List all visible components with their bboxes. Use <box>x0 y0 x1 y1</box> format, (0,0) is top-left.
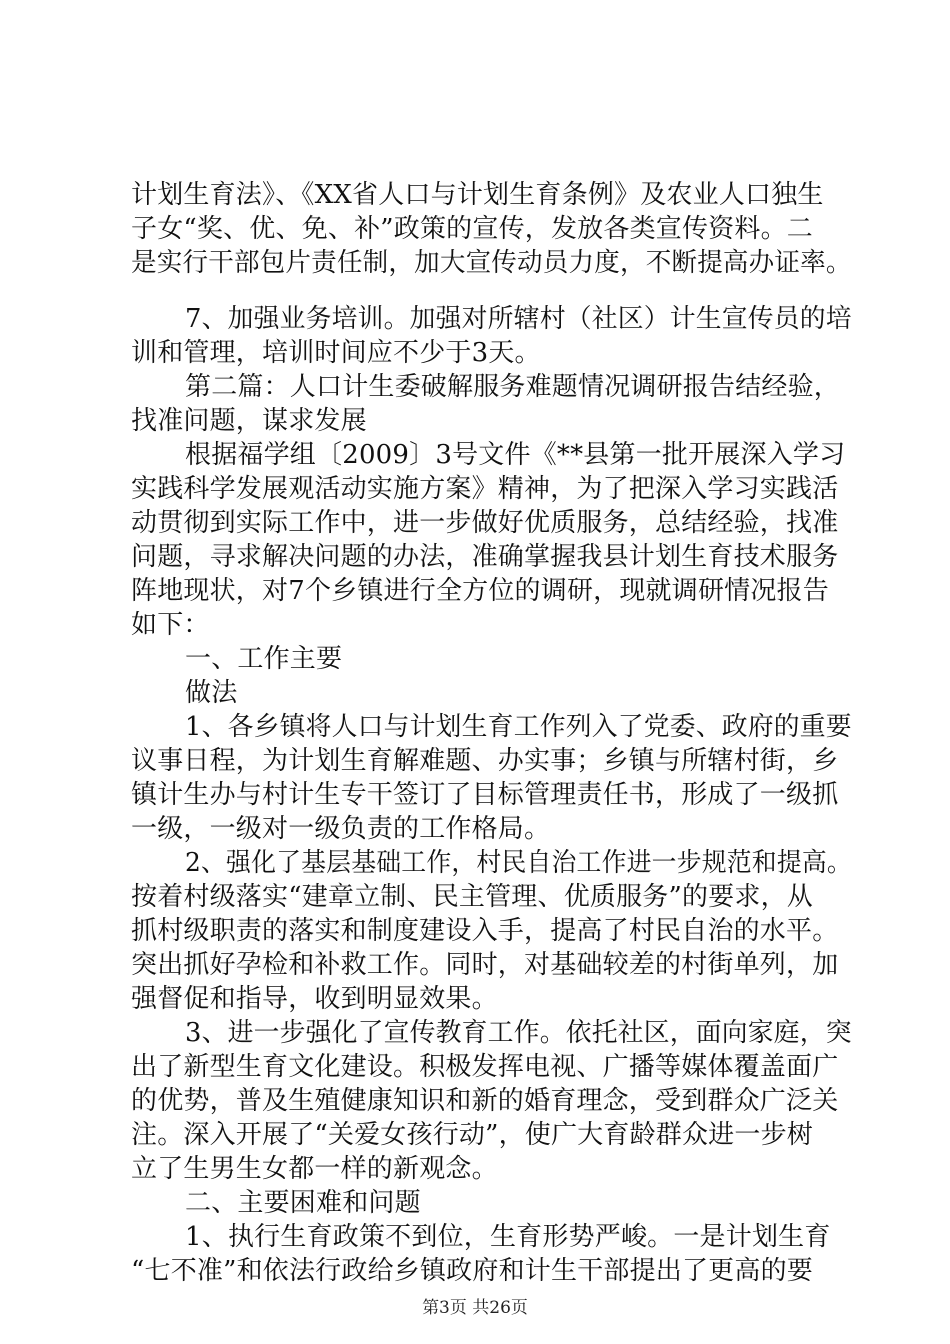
body-text-line: 1、执行生育政策不到位，生育形势严峻。一是计划生育 <box>185 1222 831 1252</box>
body-text-line: 根据福学组〔2009〕3号文件《**县第一批开展深入学习 <box>185 440 846 470</box>
body-text-line: 的优势，普及生殖健康知识和新的婚育理念，受到群众广泛关 <box>131 1086 839 1116</box>
body-text-line: 突出抓好孕检和补救工作。同时，对基础较差的村街单列，加 <box>131 950 839 980</box>
body-text-line: 2、强化了基层基础工作，村民自治工作进一步规范和提高。 <box>185 848 852 878</box>
body-text-line: 实践科学发展观活动实施方案》精神，为了把深入学习实践活 <box>131 474 839 504</box>
body-text-line: 计划生育法》、《XX省人口与计划生育条例》及农业人口独生 <box>131 180 824 210</box>
body-text-line: 抓村级职责的落实和制度建设入手，提高了村民自治的水平。 <box>131 916 839 946</box>
body-text-line: 强督促和指导，收到明显效果。 <box>131 984 498 1014</box>
body-text-line: 一级，一级对一级负责的工作格局。 <box>131 814 551 844</box>
body-text-line: 按着村级落实“建章立制、民主管理、优质服务”的要求，从 <box>131 882 813 912</box>
body-text-line: 问题，寻求解决问题的办法，准确掌握我县计划生育技术服务 <box>131 542 839 572</box>
body-text-line: 注。深入开展了“关爱女孩行动”，使广大育龄群众进一步树 <box>131 1120 813 1150</box>
body-text-line: 训和管理，培训时间应不少于3天。 <box>131 338 541 368</box>
subheading: 做法 <box>185 678 238 708</box>
subheading: 一、工作主要 <box>185 644 343 674</box>
body-text-line: 动贯彻到实际工作中，进一步做好优质服务，总结经验，找准 <box>131 508 839 538</box>
section-heading: 第二篇：人口计生委破解服务难题情况调研报告结经验， <box>185 372 841 402</box>
body-text-line: “七不准”和依法行政给乡镇政府和计生干部提出了更高的要 <box>131 1256 813 1286</box>
body-text-line: 立了生男生女都一样的新观念。 <box>131 1154 498 1184</box>
body-text-line: 是实行干部包片责任制，加大宣传动员力度，不断提高办证率。 <box>131 248 852 278</box>
body-text-line: 镇计生办与村计生专干签订了目标管理责任书，形成了一级抓 <box>131 780 839 810</box>
body-text-line: 子女“奖、优、免、补”政策的宣传，发放各类宣传资料。二 <box>131 214 813 244</box>
body-text-line: 1、各乡镇将人口与计划生育工作列入了党委、政府的重要 <box>185 712 852 742</box>
section-heading: 找准问题，谋求发展 <box>131 406 367 436</box>
body-text-line: 7、加强业务培训。加强对所辖村（社区）计生宣传员的培 <box>185 304 852 334</box>
body-text-line: 出了新型生育文化建设。积极发挥电视、广播等媒体覆盖面广 <box>131 1052 839 1082</box>
subheading: 二、主要困难和问题 <box>185 1188 421 1218</box>
body-text-line: 3、进一步强化了宣传教育工作。依托社区，面向家庭，突 <box>185 1018 852 1048</box>
body-text-line: 阵地现状，对7个乡镇进行全方位的调研，现就调研情况报告 <box>131 576 829 606</box>
page-footer: 第3页 共26页 <box>422 1298 528 1318</box>
body-text-line: 议事日程，为计划生育解难题、办实事；乡镇与所辖村街，乡 <box>131 746 839 776</box>
body-text-line: 如下： <box>131 610 210 640</box>
